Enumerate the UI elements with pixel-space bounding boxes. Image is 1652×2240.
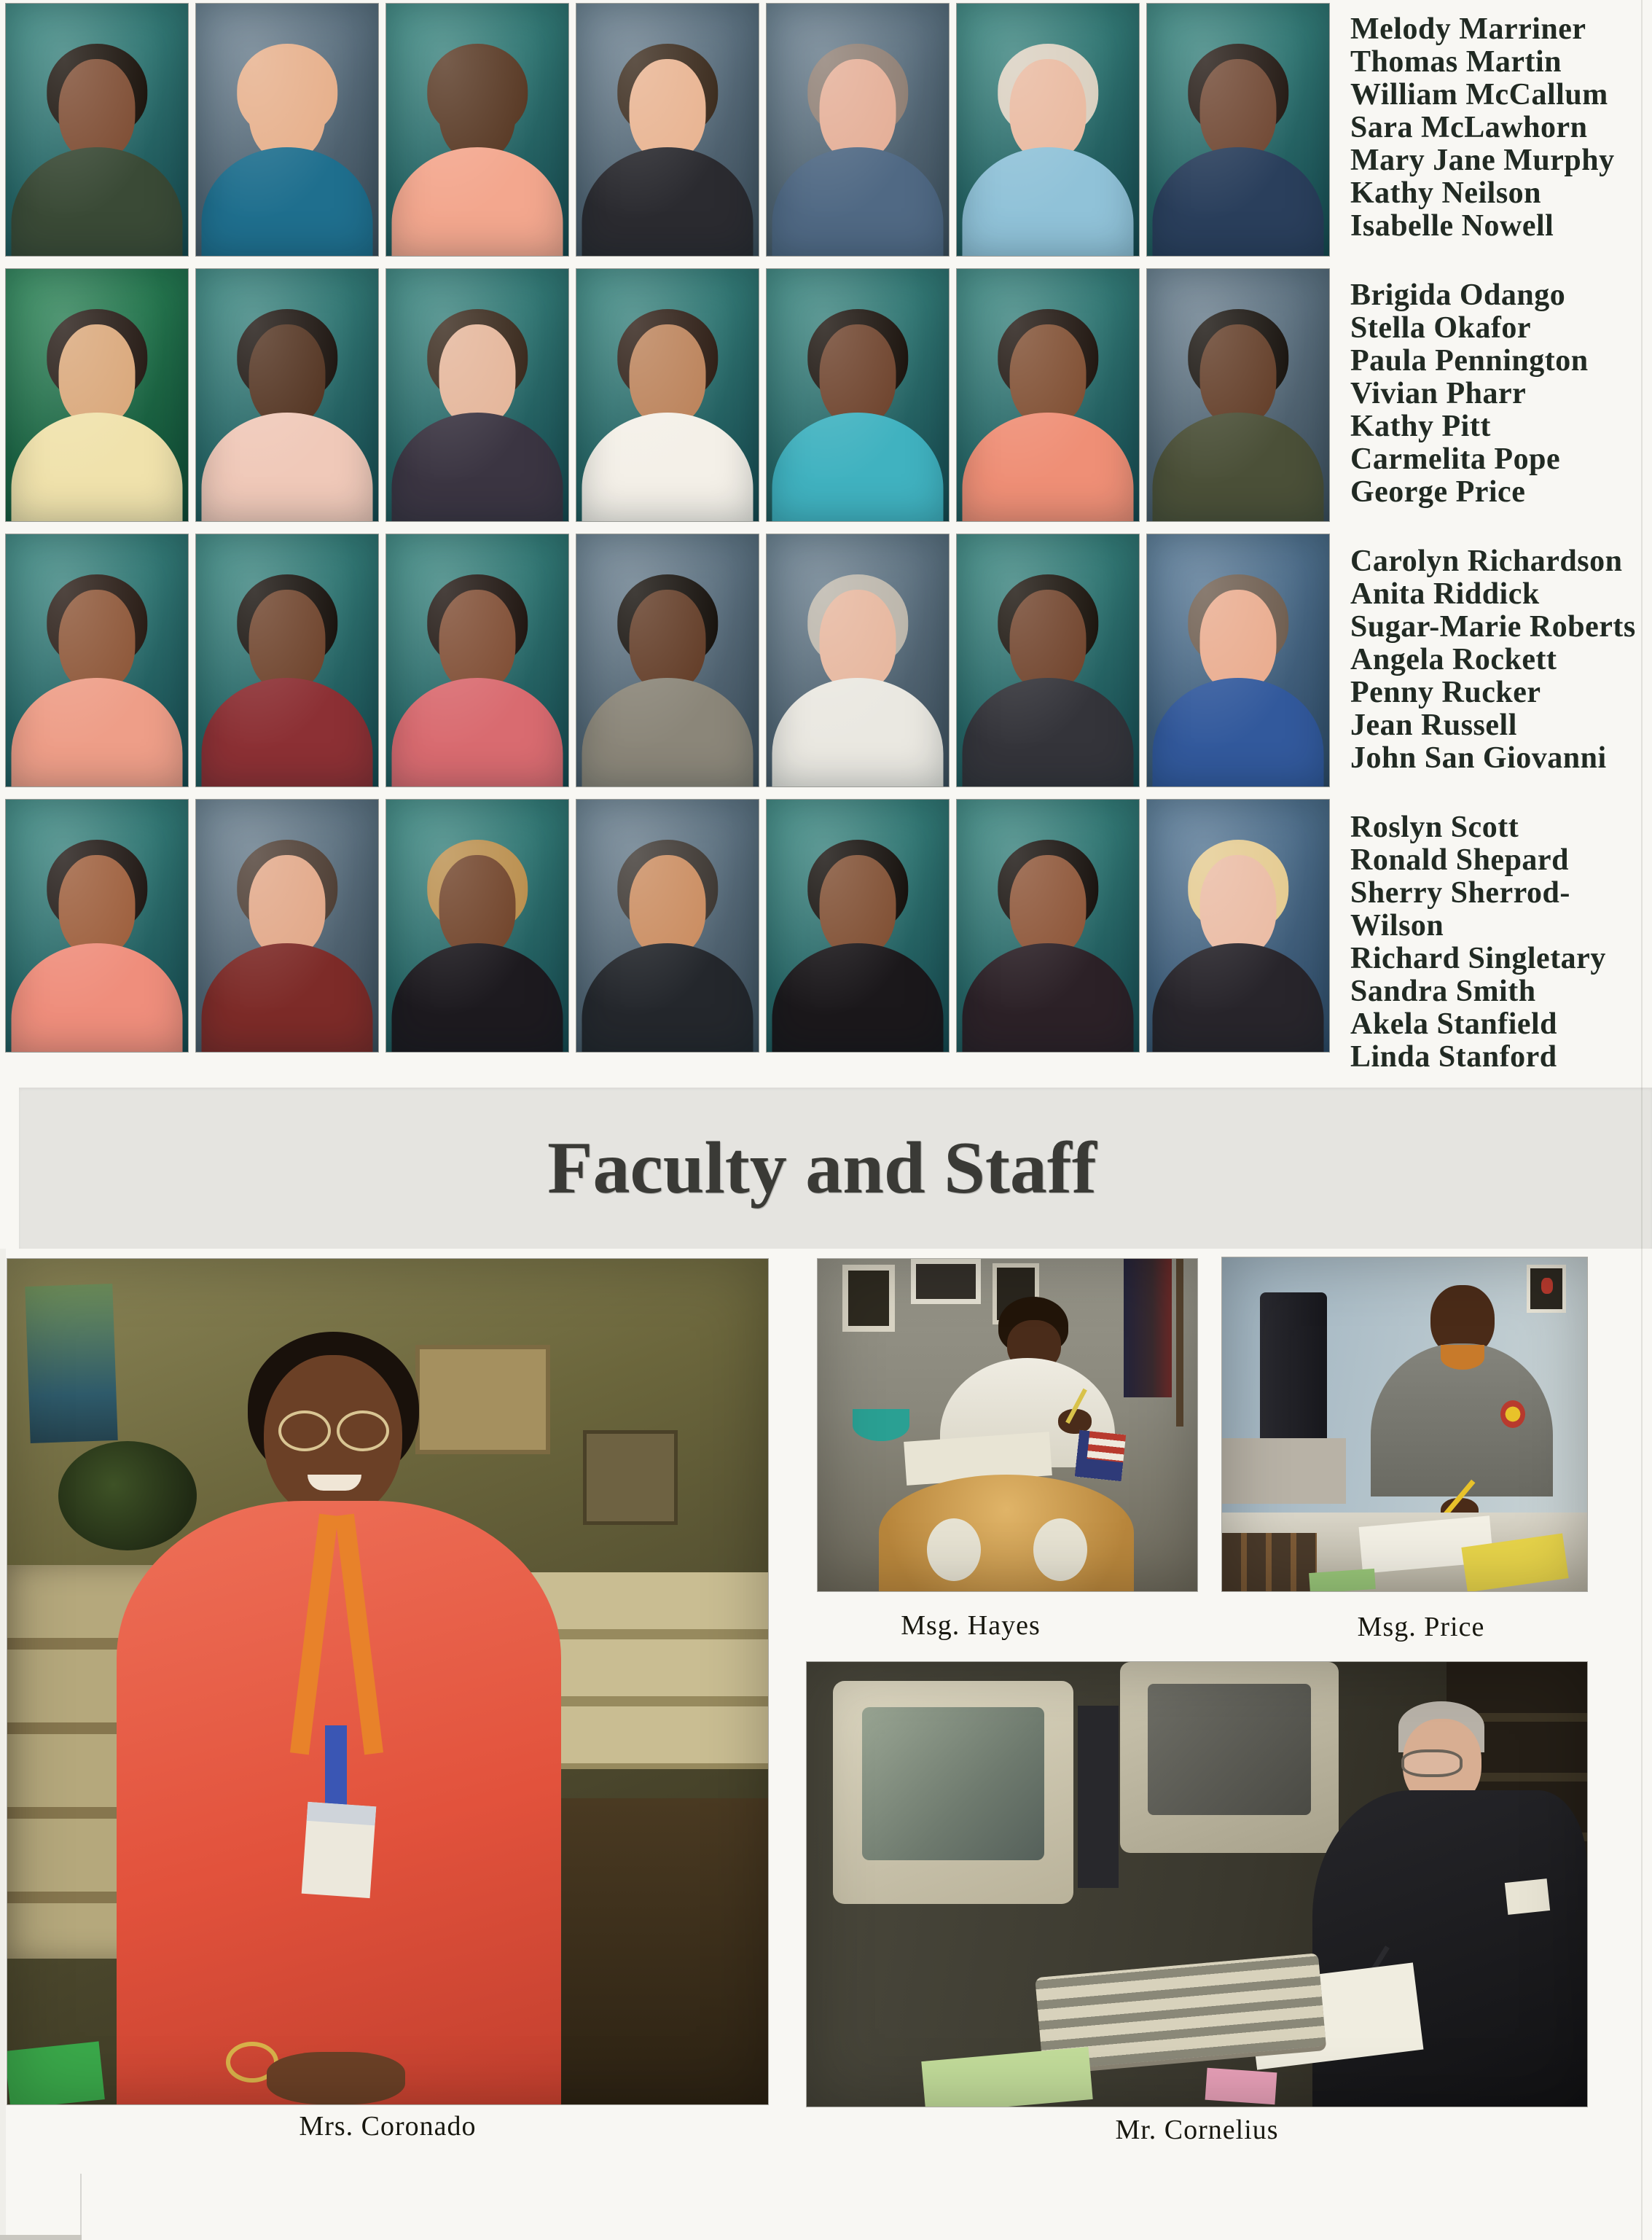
portrait-photo <box>1147 269 1329 521</box>
staff-name: Anita Riddick <box>1350 577 1540 611</box>
name-group-4 <box>1350 811 1649 1074</box>
portrait-vignette <box>576 800 759 1052</box>
staff-name: George Price <box>1350 475 1526 509</box>
portrait-vignette <box>767 800 949 1052</box>
staff-name: Richard Singletary <box>1350 942 1606 975</box>
section-title: Faculty and Staff <box>547 1127 1097 1209</box>
staff-name: Stella Okafor <box>1350 311 1531 345</box>
portrait-vignette <box>386 534 568 787</box>
staff-name: Roslyn Scott <box>1350 811 1519 844</box>
portrait-photo <box>6 800 188 1052</box>
portrait-vignette <box>957 269 1139 521</box>
portrait-vignette <box>6 4 188 256</box>
portrait-photo <box>386 269 568 521</box>
portrait-vignette <box>767 269 949 521</box>
portrait-photo <box>386 800 568 1052</box>
portrait-vignette <box>767 4 949 256</box>
photo-mr-cornelius <box>807 1662 1587 2107</box>
portrait-photo <box>957 269 1139 521</box>
portrait-vignette <box>576 534 759 787</box>
portrait-photo <box>1147 800 1329 1052</box>
staff-name: Sugar-Marie Roberts <box>1350 610 1636 644</box>
portrait-photo <box>576 534 759 787</box>
portrait-photo <box>576 800 759 1052</box>
portrait-photo <box>6 4 188 256</box>
photo-vignette <box>818 1259 1197 1591</box>
staff-name: Melody Marriner <box>1350 12 1586 46</box>
portrait-vignette <box>957 534 1139 787</box>
staff-name: Kathy Pitt <box>1350 410 1491 443</box>
photo-msg-price <box>1222 1257 1587 1591</box>
portrait-vignette <box>767 534 949 787</box>
portrait-vignette <box>196 4 378 256</box>
name-group-1 <box>1350 13 1649 243</box>
portrait-grid <box>6 4 1329 1052</box>
portrait-photo <box>196 269 378 521</box>
portrait-vignette <box>386 269 568 521</box>
caption-mr-cornelius: Mr. Cornelius <box>1115 2115 1279 2145</box>
portrait-vignette <box>1147 534 1329 787</box>
portrait-vignette <box>386 4 568 256</box>
portrait-photo <box>957 4 1139 256</box>
portrait-vignette <box>386 800 568 1052</box>
staff-name: Linda Stanford <box>1350 1040 1557 1074</box>
portrait-photo <box>957 800 1139 1052</box>
staff-name: Brigida Odango <box>1350 278 1566 312</box>
portrait-vignette <box>6 534 188 787</box>
staff-name: Sherry Sherrod- <box>1350 876 1570 910</box>
portrait-photo <box>386 534 568 787</box>
portrait-vignette <box>6 800 188 1052</box>
portrait-photo <box>767 4 949 256</box>
photo-vignette <box>1222 1257 1587 1591</box>
portrait-vignette <box>1147 4 1329 256</box>
portrait-vignette <box>957 800 1139 1052</box>
scan-strip-bottom <box>0 2235 82 2240</box>
portrait-photo <box>196 534 378 787</box>
portrait-vignette <box>1147 800 1329 1052</box>
photo-msg-hayes <box>818 1259 1197 1591</box>
portrait-vignette <box>576 269 759 521</box>
caption-mrs-coronado: Mrs. Coronado <box>299 2111 477 2142</box>
portrait-vignette <box>196 800 378 1052</box>
staff-name: John San Giovanni <box>1350 741 1607 775</box>
staff-name: Sara McLawhorn <box>1350 111 1588 144</box>
portrait-photo <box>767 269 949 521</box>
portrait-vignette <box>196 269 378 521</box>
portrait-photo <box>767 800 949 1052</box>
staff-name: Mary Jane Murphy <box>1350 144 1615 177</box>
portrait-photo <box>6 534 188 787</box>
staff-name: Paula Pennington <box>1350 344 1589 378</box>
staff-name: Kathy Neilson <box>1350 176 1542 210</box>
photo-vignette <box>807 1662 1587 2107</box>
portrait-vignette <box>1147 269 1329 521</box>
portrait-photo <box>767 534 949 787</box>
scan-crease-right <box>1641 0 1643 2240</box>
scan-edge-left <box>0 1249 6 2240</box>
caption-msg-price: Msg. Price <box>1357 1612 1485 1642</box>
staff-name: Thomas Martin <box>1350 45 1562 79</box>
portrait-photo <box>576 269 759 521</box>
staff-name: Vivian Pharr <box>1350 377 1527 410</box>
scan-line-bottom-left <box>80 2174 82 2240</box>
portrait-vignette <box>957 4 1139 256</box>
staff-name: Wilson <box>1350 909 1444 943</box>
portrait-photo <box>386 4 568 256</box>
staff-name: Penny Rucker <box>1350 676 1541 709</box>
portrait-photo <box>196 800 378 1052</box>
staff-name: Carolyn Richardson <box>1350 545 1623 578</box>
caption-msg-hayes: Msg. Hayes <box>901 1610 1041 1641</box>
staff-name: Jean Russell <box>1350 709 1517 742</box>
name-group-2 <box>1350 279 1649 509</box>
staff-name: Sandra Smith <box>1350 975 1536 1008</box>
staff-name: Carmelita Pope <box>1350 442 1561 476</box>
portrait-photo <box>576 4 759 256</box>
portrait-vignette <box>576 4 759 256</box>
staff-name: Ronald Shepard <box>1350 843 1569 877</box>
photo-mrs-coronado <box>7 1259 768 2104</box>
staff-name: William McCallum <box>1350 78 1608 112</box>
portrait-photo <box>1147 4 1329 256</box>
portrait-vignette <box>6 269 188 521</box>
staff-name: Isabelle Nowell <box>1350 209 1554 243</box>
staff-name: Angela Rockett <box>1350 643 1557 676</box>
portrait-vignette <box>196 534 378 787</box>
name-group-3 <box>1350 545 1649 775</box>
portrait-photo <box>6 269 188 521</box>
photo-vignette <box>7 1259 768 2104</box>
portrait-photo <box>957 534 1139 787</box>
staff-name: Akela Stanfield <box>1350 1007 1558 1041</box>
portrait-photo <box>196 4 378 256</box>
section-banner <box>19 1088 1652 1249</box>
portrait-photo <box>1147 534 1329 787</box>
